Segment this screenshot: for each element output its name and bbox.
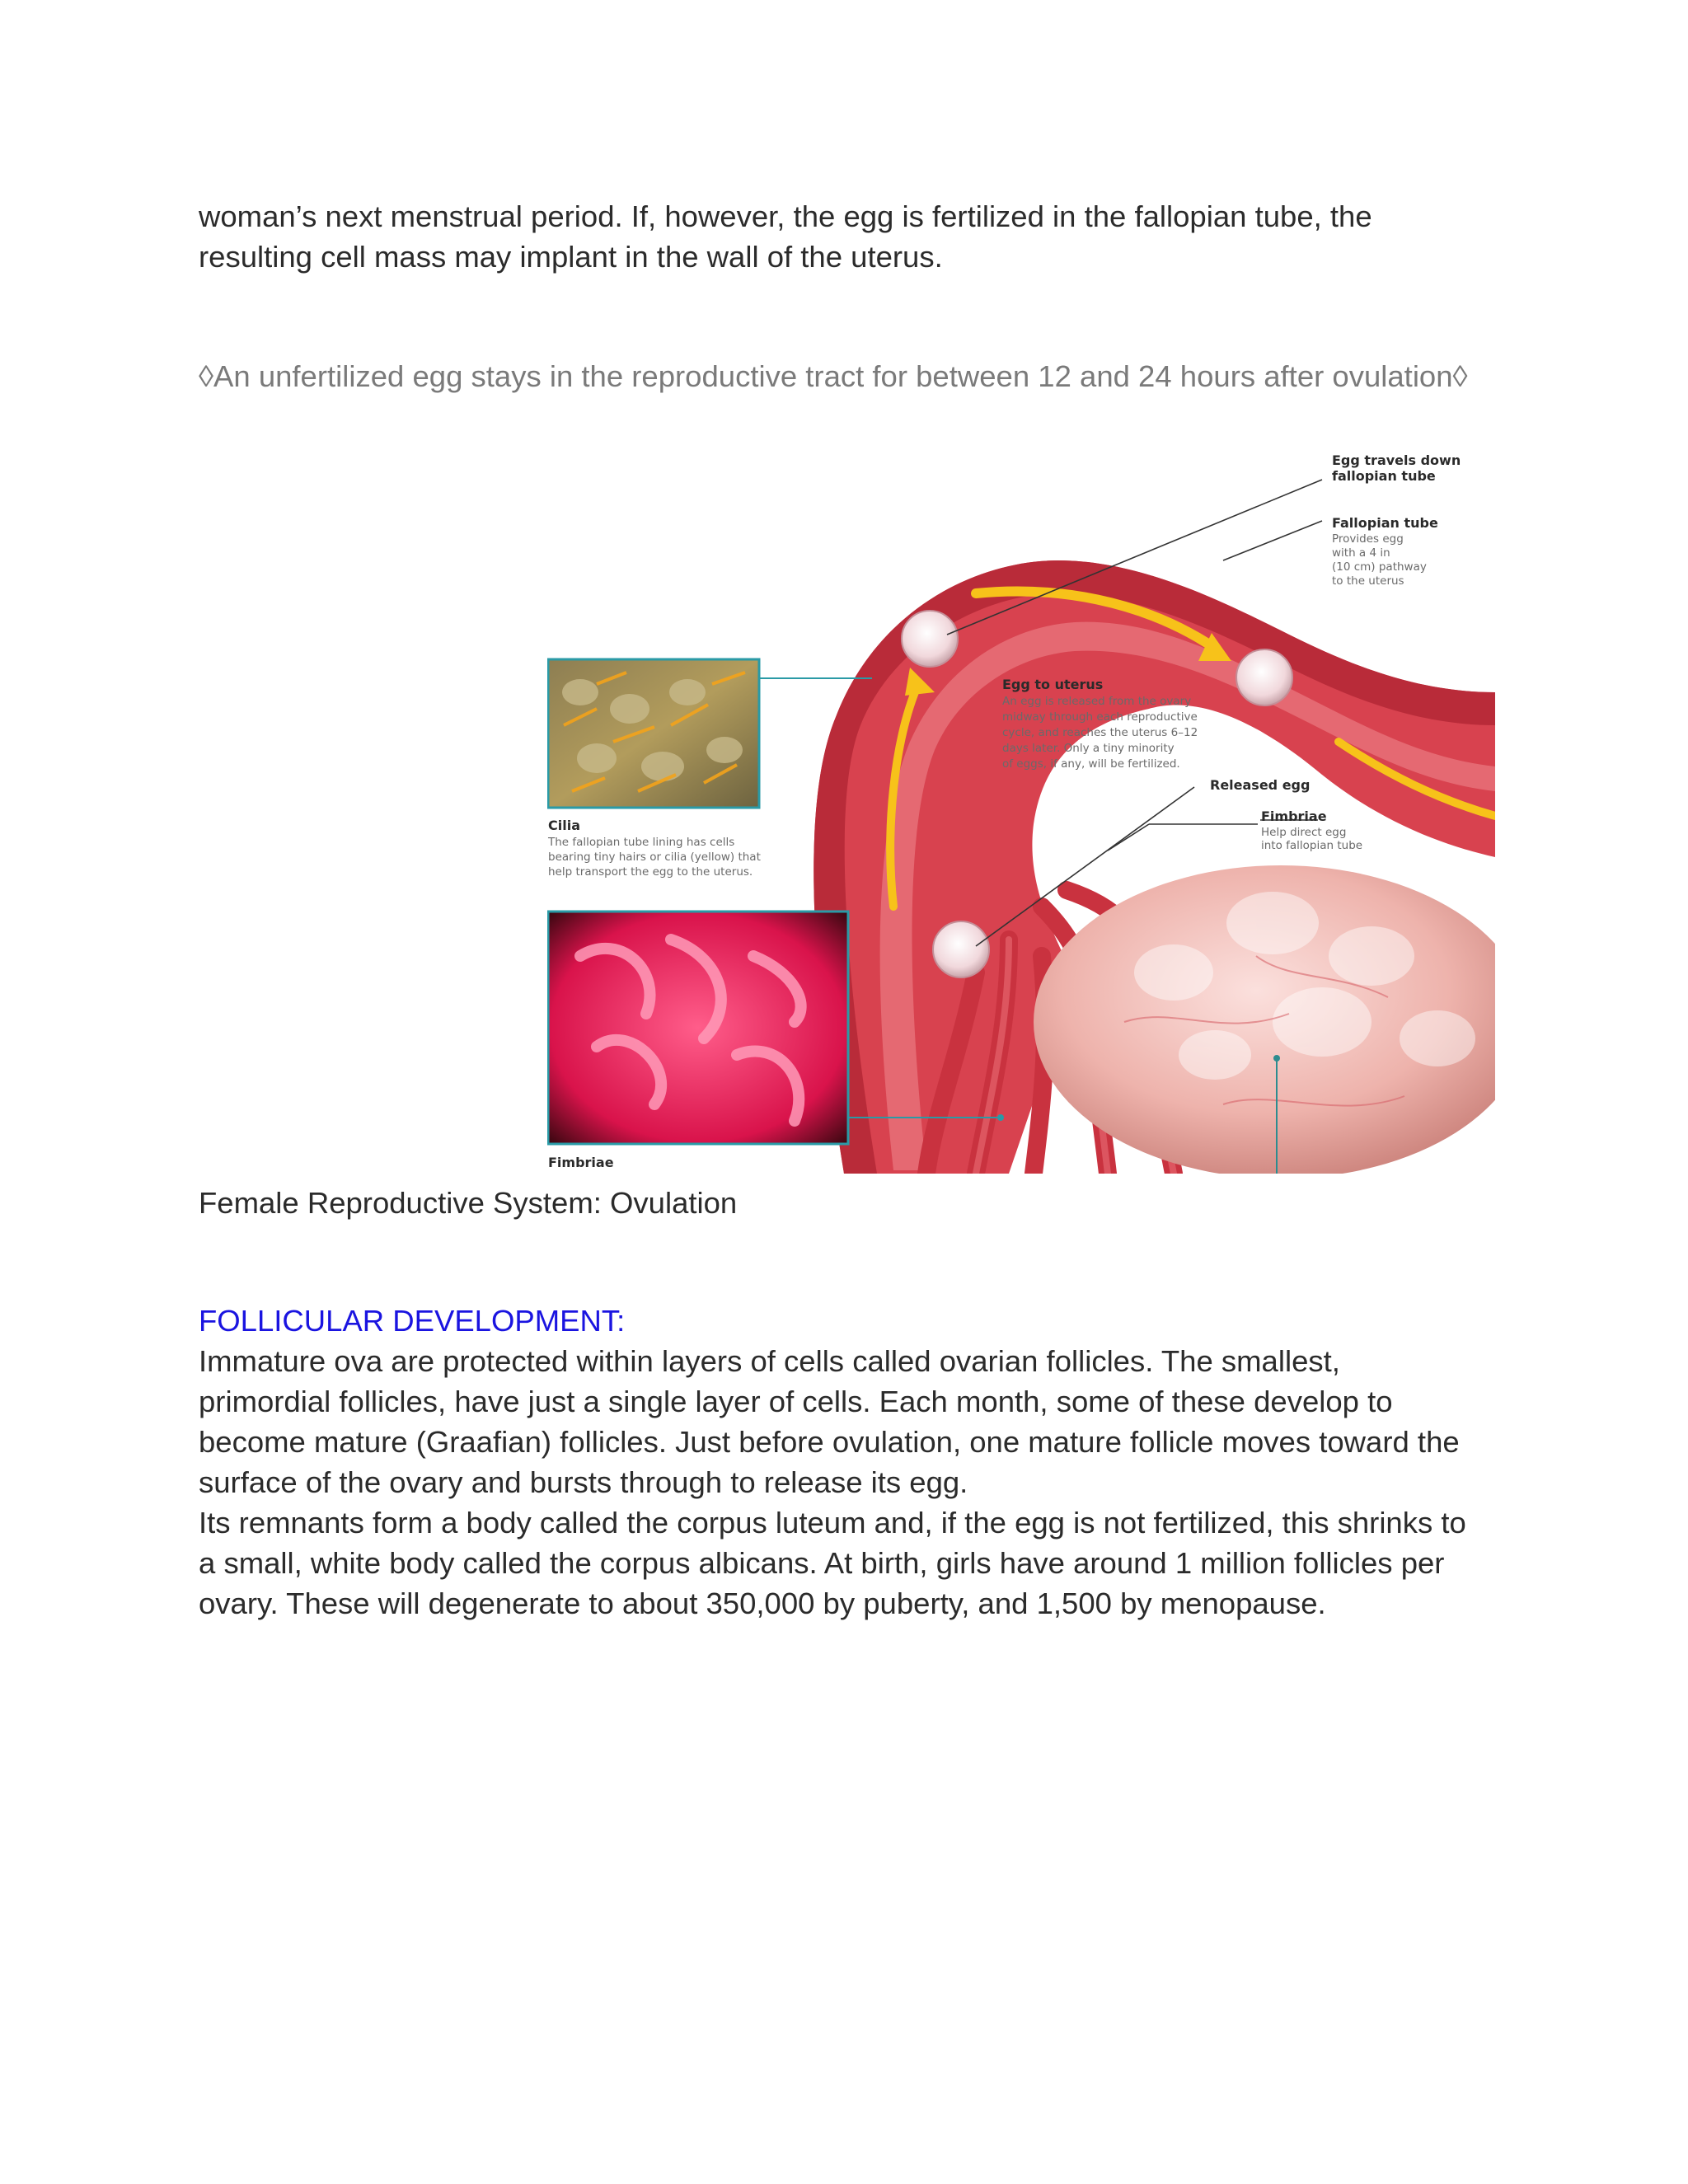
label-line: cycle, and reaches the uterus 6–12 (1002, 726, 1198, 739)
label-title: Fallopian tube (1332, 515, 1438, 531)
label-line: (10 cm) pathway (1332, 560, 1427, 574)
figure-caption: Female Reproductive System: Ovulation (199, 1186, 738, 1220)
label-line: The fallopian tube lining has cells (548, 836, 735, 849)
label-title: Fimbriae (1261, 808, 1327, 824)
paragraph-corpus-luteum (199, 1502, 1501, 1624)
label-fimbriae-inset (548, 1155, 614, 1170)
intro-paragraph (199, 196, 1501, 277)
label-line: help transport the egg to the uterus. (548, 865, 753, 879)
label-title: Egg to uterus (1002, 677, 1104, 692)
text-line: become mature (Graafian) follicles. Just before ovulation, one mature follicle moves toward the (199, 1425, 1460, 1459)
text-line: resulting cell mass may implant in the wall of the uterus. (199, 240, 943, 274)
ovulation-figure (547, 445, 1495, 1174)
label-cilia (547, 818, 761, 879)
text-line: ovary. These will degenerate to about 350,000 by puberty, and 1,500 by menopause. (199, 1586, 1326, 1620)
label-line: Help direct egg (1261, 826, 1347, 839)
label-line: Provides egg (1332, 532, 1404, 546)
label-line: into fallopian tube (1261, 839, 1363, 852)
text-line: a small, white body called the corpus albicans. At birth, girls have around 1 million follicles per (199, 1546, 1445, 1580)
label-line: of eggs, if any, will be fertilized. (1002, 757, 1180, 771)
svg-text:fallopian tube (1332, 468, 1436, 484)
label-line: to the uterus (1332, 574, 1404, 588)
text-line: Immature ova are protected within layers of cells called ovarian follicles. The smallest, (199, 1344, 1340, 1378)
section-heading: FOLLICULAR DEVELOPMENT: (199, 1304, 626, 1338)
svg-text:Egg travels down (1332, 452, 1461, 468)
paragraph-follicles (199, 1341, 1501, 1502)
label-line: Egg travels down (1332, 452, 1461, 468)
label-fimbriae-note (1261, 808, 1362, 852)
text-line: primordial follicles, have just a single layer of cells. Each month, some of these develop to (199, 1385, 1393, 1418)
label-line: with a 4 in (1332, 546, 1390, 560)
label-title: Fimbriae (548, 1155, 614, 1170)
label-line: fallopian tube (1332, 468, 1436, 484)
label-fallopian-tube (1332, 515, 1438, 588)
label-egg-travels (1332, 452, 1461, 484)
label-line: An egg is released from the ovary (1002, 695, 1192, 708)
text-line: surface of the ovary and bursts through to release its egg. (199, 1465, 968, 1499)
text-line: woman’s next menstrual period. If, however, the egg is fertilized in the fallopian tube, the (199, 199, 1372, 233)
callout-text: ◊An unfertilized egg stays in the reproductive tract for between 12 and 24 hours after ovulation◊ (199, 359, 1468, 393)
label-line: midway through each reproductive (1002, 710, 1198, 724)
label-line: bearing tiny hairs or cilia (yellow) that (548, 851, 761, 864)
label-title: Released egg (1210, 777, 1311, 793)
label-line: days later. Only a tiny minority (1002, 742, 1175, 755)
text-line: Its remnants form a body called the corpus luteum and, if the egg is not fertilized, this shrinks to (199, 1506, 1466, 1540)
label-released-egg (1210, 777, 1310, 793)
label-title: Cilia (548, 818, 580, 833)
